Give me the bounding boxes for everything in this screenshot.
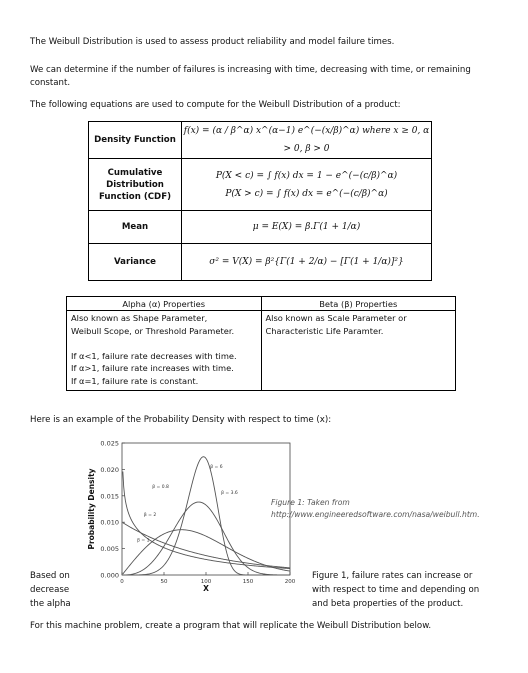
cdf-equation: P(X < c) = ∫ f(x) dx = 1 − e^(−(c/β)^α) P(X > c) = ∫ f(x) dx = e^(−(c/β)^α) bbox=[182, 159, 432, 211]
properties-table bbox=[66, 296, 456, 391]
beta-properties-cell: Also known as Scale Parameter or Characteristic Life Paramter. bbox=[261, 311, 456, 391]
x-tick-label: 0 bbox=[120, 579, 124, 585]
density-function-equation: f(x) = (α / β^α) x^(α−1) e^(−(x/β)^α) where x ≥ 0, α > 0, β > 0 bbox=[182, 122, 432, 159]
bottom-right-line-1: Figure 1, failure rates can increase or bbox=[312, 571, 473, 581]
alpha-header: Alpha (α) Properties bbox=[67, 297, 262, 311]
y-tick-label: 0.000 bbox=[100, 571, 119, 580]
x-tick-label: 200 bbox=[284, 579, 296, 585]
y-tick-label: 0.005 bbox=[100, 545, 119, 554]
y-tick-label: 0.015 bbox=[100, 492, 119, 501]
y-tick-label: 0.010 bbox=[100, 518, 119, 527]
density-function-label: Density Function bbox=[89, 122, 182, 159]
series-label: β = 0.8 bbox=[152, 484, 169, 490]
variance-label: Variance bbox=[89, 244, 182, 281]
series-label: β = 2 bbox=[143, 512, 157, 518]
bottom-left-line-1: Based on bbox=[30, 571, 70, 581]
variance-equation: σ² = V(X) = β²{Γ(1 + 2/α) − [Γ(1 + 1/α)]²} bbox=[182, 244, 432, 281]
x-tick-label: 50 bbox=[160, 579, 168, 585]
y-tick-label: 0.020 bbox=[100, 465, 119, 474]
bottom-right-line-2: with respect to time and depending on bbox=[312, 585, 480, 595]
series-label: β = 6 bbox=[210, 464, 223, 470]
bottom-left-line-2: decrease bbox=[30, 585, 70, 595]
series-line bbox=[123, 472, 290, 569]
example-text: Here is an example of the Probability Density with respect to time (x): bbox=[30, 415, 332, 425]
cdf-label: Cumulative Distribution Function (CDF) bbox=[89, 159, 182, 211]
figure-caption: Figure 1: Taken from http://www.engineeredsoftware.com/nasa/weibull.htm. bbox=[271, 498, 480, 519]
x-tick-label: 100 bbox=[200, 579, 212, 585]
x-tick-label: 150 bbox=[242, 579, 254, 585]
bottom-right-line-3: and beta properties of the product. bbox=[312, 599, 464, 609]
y-axis-label: Probability Density bbox=[87, 468, 96, 550]
y-tick-label: 0.025 bbox=[100, 439, 119, 448]
intro-paragraph-1: The Weibull Distribution is used to assess product reliability and model failure times. bbox=[30, 37, 395, 47]
series-label: β = 3.6 bbox=[221, 491, 238, 497]
series-label: β = 1 bbox=[137, 538, 150, 544]
mean-label: Mean bbox=[89, 211, 182, 244]
formula-table bbox=[88, 121, 432, 281]
alpha-properties-cell: Also known as Shape Parameter, Weibull Scope, or Threshold Parameter. If α<1, failure rate decreases with time. If α>1, failure rate increases with time. If α=1, failure rate is constant. bbox=[67, 311, 262, 391]
intro-paragraph-3: The following equations are used to compute for the Weibull Distribution of a product: bbox=[30, 100, 401, 110]
beta-header: Beta (β) Properties bbox=[261, 297, 456, 311]
weibull-pdf-chart bbox=[86, 437, 298, 597]
x-axis-label: X bbox=[203, 584, 209, 593]
intro-paragraph-2: We can determine if the number of failures is increasing with time, decreasing with time, or remaining constant. bbox=[30, 65, 471, 88]
mean-equation: μ = E(X) = β.Γ(1 + 1/α) bbox=[182, 211, 432, 244]
final-instruction: For this machine problem, create a program that will replicate the Weibull Distribution below. bbox=[30, 621, 432, 631]
bottom-left-line-3: the alpha bbox=[30, 599, 71, 609]
